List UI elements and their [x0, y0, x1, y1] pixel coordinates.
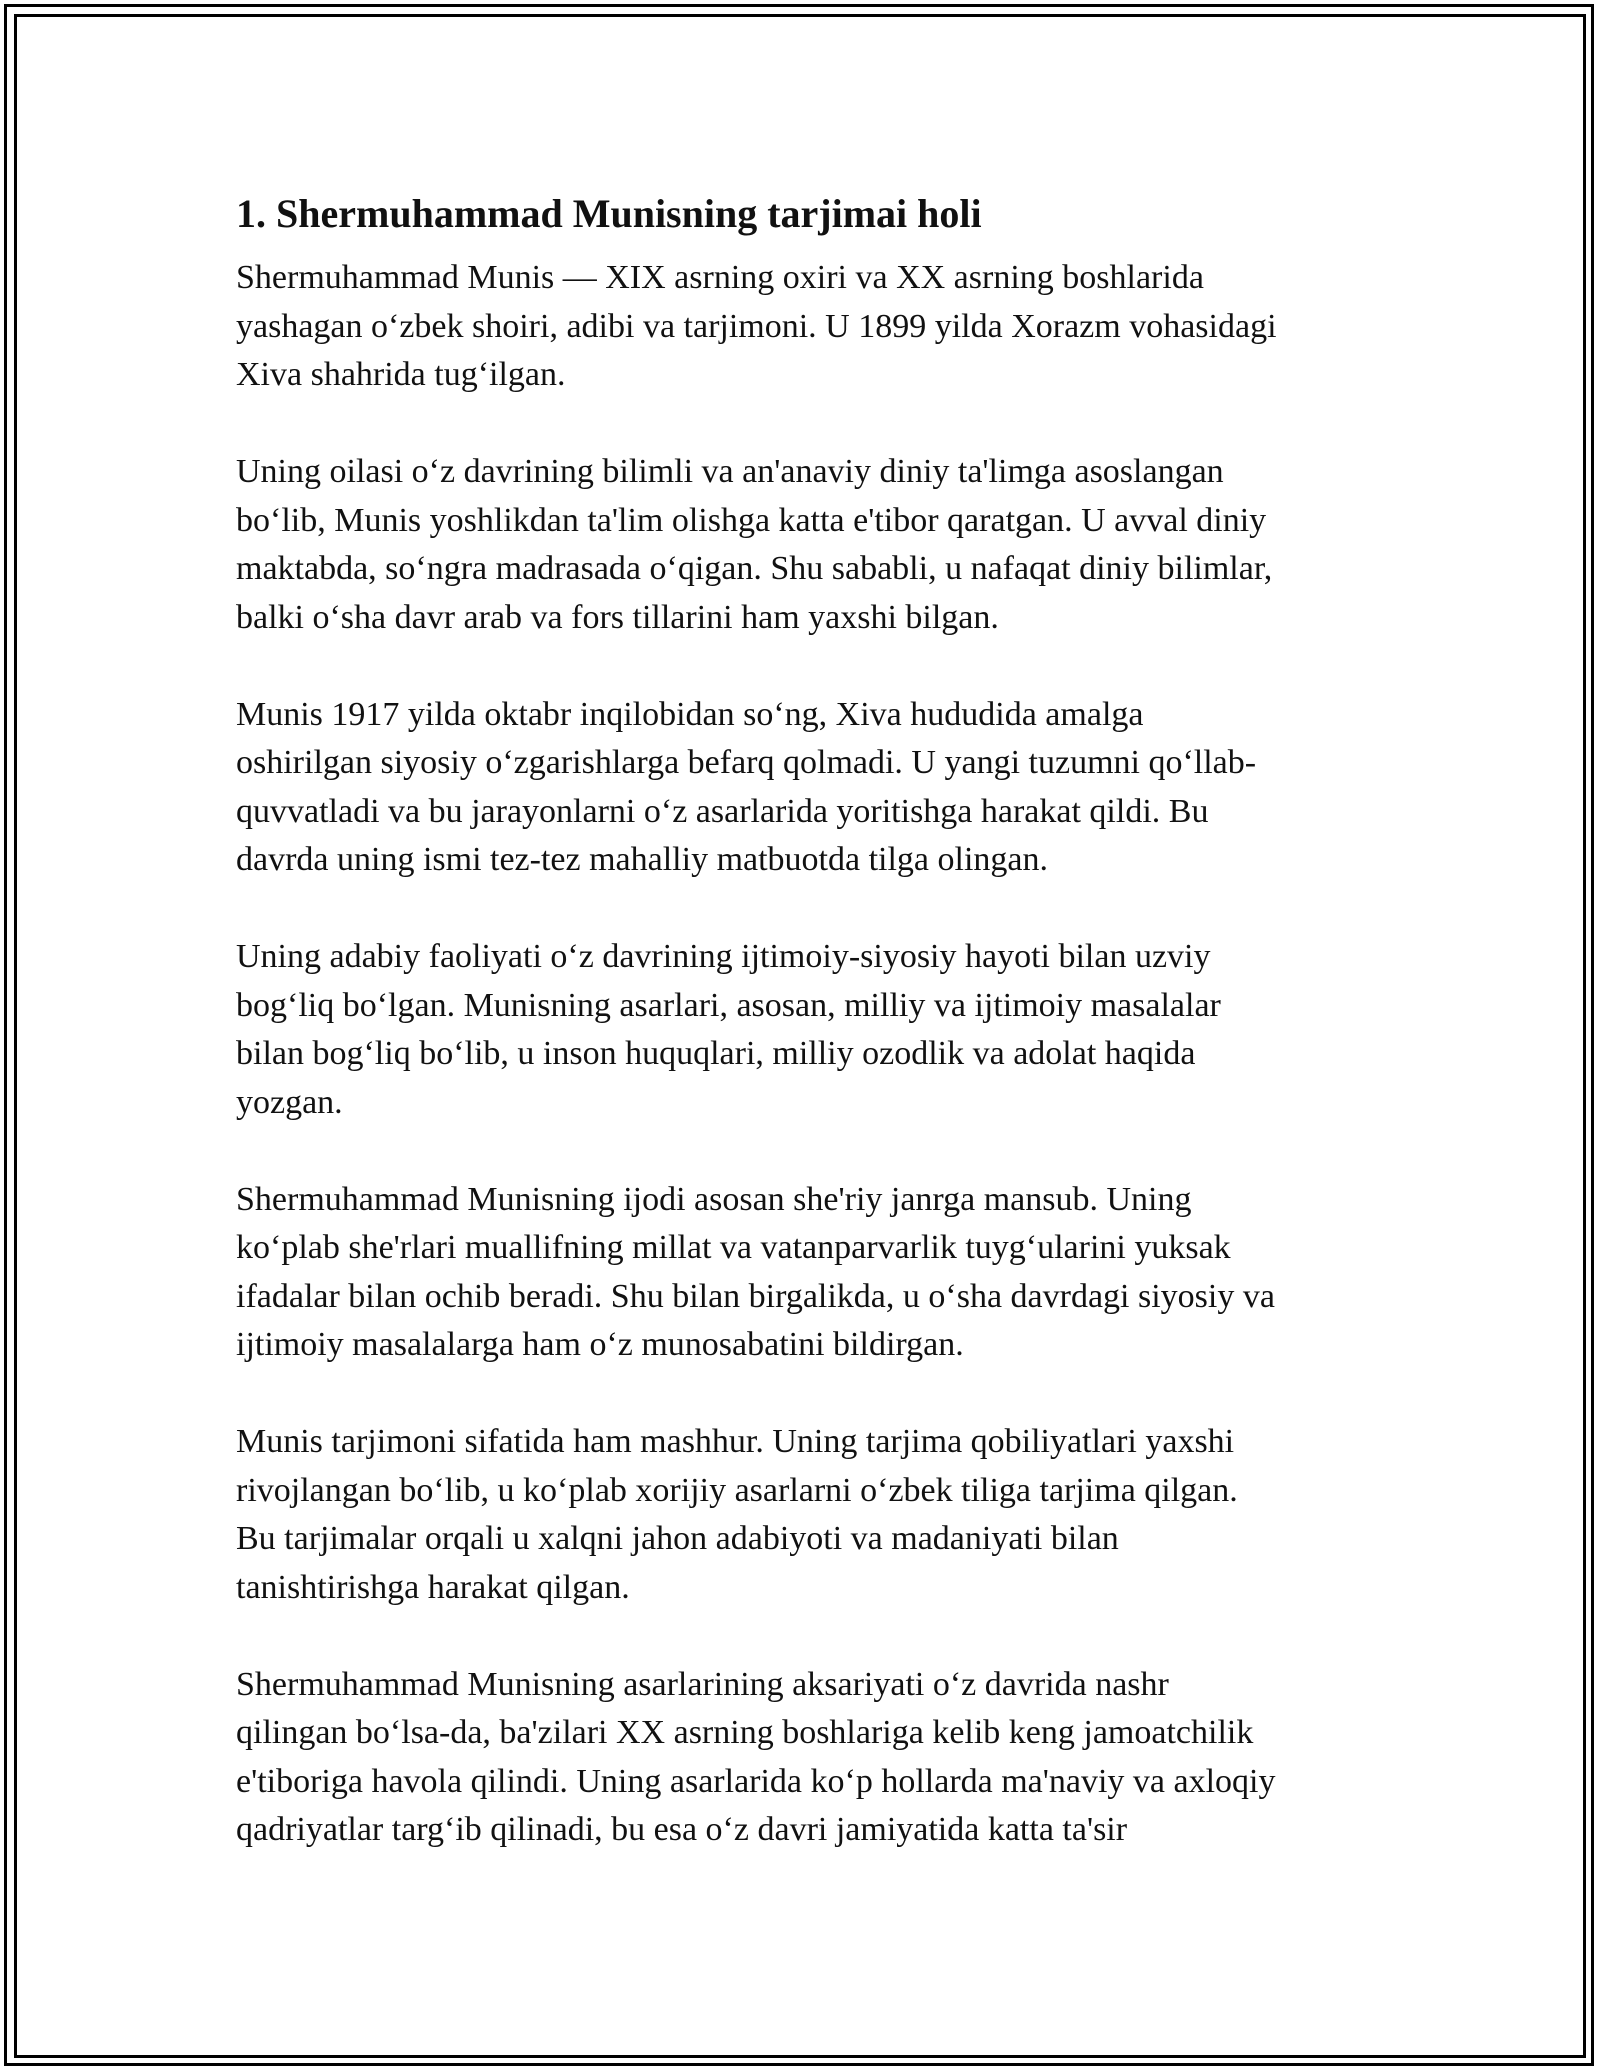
paragraph-6: [236, 1418, 1366, 1612]
text-line: oshirilgan siyosiy o‘zgarishlarga befarq qolmadi. U yangi tuzumni qo‘llab-: [236, 744, 1257, 781]
text-line: balki o‘sha davr arab va fors tillarini ham yaxshi bilgan.: [236, 598, 999, 636]
text-line: Shermuhammad Munisning ijodi asosan she'riy janrga mansub. Uning: [236, 1180, 1192, 1218]
text-line: ko‘plab she'rlari muallifning millat va vatanparvarlik tuyg‘ularini yuksak: [236, 1229, 1231, 1266]
text-line: Munis tarjimoni sifatida ham mashhur. Uning tarjima qobiliyatlari yaxshi: [236, 1423, 1235, 1460]
document-body: [236, 188, 1366, 1855]
text-line: ifadalar bilan ochib beradi. Shu bilan birgalikda, u o‘sha davrdagi siyosiy va: [236, 1277, 1275, 1315]
text-line: Bu tarjimalar orqali u xalqni jahon adabiyoti va madaniyati bilan: [236, 1520, 1119, 1557]
section-heading: 1. Shermuhammad Munisning tarjimai holi: [236, 191, 982, 236]
text-line: e'tiboriga havola qilindi. Uning asarlarida ko‘p hollarda ma'naviy va axloqiy: [236, 1762, 1276, 1800]
paragraph-3: [236, 691, 1366, 885]
text-line: davrda uning ismi tez-tez mahalliy matbuotda tilga olingan.: [236, 841, 1048, 878]
text-line: Xiva shahrida tug‘ilgan.: [236, 356, 566, 393]
text-line: rivojlangan bo‘lib, u ko‘plab xorijiy asarlarni o‘zbek tiliga tarjima qilgan.: [236, 1471, 1238, 1509]
text-line: Shermuhammad Munis — XIX asrning oxiri va XX asrning boshlarida: [236, 259, 1204, 296]
text-line: qilingan bo‘lsa-da, ba'zilari XX asrning boshlariga kelib keng jamoatchilik: [236, 1714, 1254, 1751]
text-line: Munis 1917 yilda oktabr inqilobidan so‘ng, Xiva hududida amalga: [236, 695, 1144, 733]
paragraph-1: [236, 254, 1366, 400]
text-line: Shermuhammad Munisning asarlarining aksariyati o‘z davrida nashr: [236, 1665, 1169, 1703]
text-line: bilan bog‘liq bo‘lib, u inson huquqlari, milliy ozodlik va adolat haqida: [236, 1035, 1196, 1072]
text-line: Uning adabiy faoliyati o‘z davrining ijtimoiy-siyosiy hayoti bilan uzviy: [236, 938, 1211, 975]
paragraph-5: [236, 1176, 1366, 1370]
paragraph-2: [236, 448, 1366, 642]
text-line: Uning oilasi o‘z davrining bilimli va an'anaviy diniy ta'limga asoslangan: [236, 453, 1224, 490]
text-line: bog‘liq bo‘lgan. Munisning asarlari, asosan, milliy va ijtimoiy masalalar: [236, 986, 1221, 1024]
paragraph-4: [236, 933, 1366, 1127]
text-line: quvvatladi va bu jarayonlarni o‘z asarlarida yoritishga harakat qildi. Bu: [236, 792, 1209, 830]
paragraph-7: [236, 1661, 1366, 1855]
text-line: yashagan o‘zbek shoiri, adibi va tarjimoni. U 1899 yilda Xorazm vohasidagi: [236, 307, 1277, 345]
text-line: qadriyatlar targ‘ib qilinadi, bu esa o‘z davri jamiyatida katta ta'sir: [236, 1811, 1128, 1848]
text-line: tanishtirishga harakat qilgan.: [236, 1568, 630, 1606]
text-line: yozgan.: [236, 1083, 343, 1121]
text-line: bo‘lib, Munis yoshlikdan ta'lim olishga katta e'tibor qaratgan. U avval diniy: [236, 501, 1267, 539]
text-line: maktabda, so‘ngra madrasada o‘qigan. Shu sababli, u nafaqat diniy bilimlar,: [236, 550, 1273, 587]
text-line: ijtimoiy masalalarga ham o‘z munosabatini bildirgan.: [236, 1326, 964, 1363]
